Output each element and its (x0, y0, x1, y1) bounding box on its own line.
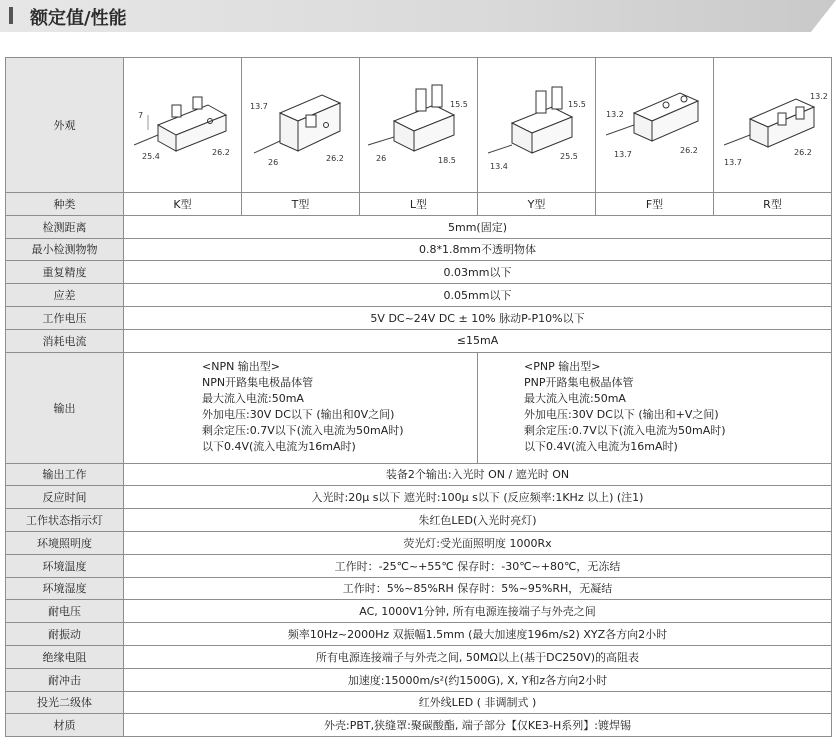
withstand-voltage-row (6, 600, 832, 623)
shock-label: 耐冲击 (6, 668, 124, 691)
material-row (6, 714, 832, 737)
f-type-drawing (596, 58, 714, 193)
pnp-line: 外加电压:30V DC以下 (输出和+V之间) (524, 407, 719, 421)
type-t: T型 (242, 193, 360, 216)
svg-text:25.4: 25.4 (141, 152, 160, 161)
voltage-value: 5V DC~24V DC ± 10% 脉动P-P10%以下 (124, 306, 832, 329)
appearance-label: 外观 (6, 58, 124, 193)
hysteresis-label: 应差 (6, 284, 124, 307)
npn-line: 剩余定压:0.7V以下(流入电流为50mA时) (202, 423, 404, 437)
pnp-line: PNP开路集电极晶体管 (524, 375, 634, 389)
pnp-line: 剩余定压:0.7V以下(流入电流为50mA时) (524, 423, 726, 437)
npn-line: 最大流入电流:50mA (202, 391, 304, 405)
npn-output-cell (124, 352, 478, 463)
svg-text:13.7: 13.7 (723, 158, 742, 167)
pnp-line: 以下0.4V(流入电流为16mA时) (524, 439, 678, 453)
ambient-light-row (6, 531, 832, 554)
response-row (6, 486, 832, 509)
vibration-row (6, 623, 832, 646)
l-type-drawing (360, 58, 478, 193)
repeat-label: 重复精度 (6, 261, 124, 284)
types-row (6, 193, 832, 216)
hysteresis-value: 0.05mm以下 (124, 284, 832, 307)
svg-text:26: 26 (375, 154, 386, 163)
r-type-drawing (714, 58, 832, 193)
type-r: R型 (714, 193, 832, 216)
humidity-label: 环境湿度 (6, 577, 124, 600)
humidity-row (6, 577, 832, 600)
temperature-label: 环境温度 (6, 554, 124, 577)
type-k: K型 (124, 193, 242, 216)
npn-line: 以下0.4V(流入电流为16mA时) (202, 439, 356, 453)
svg-text:13.2: 13.2 (809, 92, 828, 101)
section-header-marker (9, 7, 13, 24)
indicator-value: 朱红色LED(入光时亮灯) (124, 509, 832, 532)
indicator-label: 工作状态指示灯 (6, 509, 124, 532)
npn-heading: <NPN 输出型> (202, 359, 281, 373)
output-row (6, 352, 832, 463)
shock-value: 加速度:15000m/s²(约1500G), X, Y和z各方向2小时 (124, 668, 832, 691)
vibration-label: 耐振动 (6, 623, 124, 646)
voltage-label: 工作电压 (6, 306, 124, 329)
ambient-light-value: 荧光灯:受光面照明度 1000Rx (124, 531, 832, 554)
svg-text:26.2: 26.2 (679, 146, 698, 155)
output-mode-row (6, 463, 832, 486)
min-object-row (6, 238, 832, 261)
type-f: F型 (596, 193, 714, 216)
emitter-value: 红外线LED ( 非调制式 ) (124, 691, 832, 714)
ambient-light-label: 环境照明度 (6, 531, 124, 554)
humidity-value: 工作时：5%~85%RH 保存时：5%~95%RH，无凝结 (124, 577, 832, 600)
material-label: 材质 (6, 714, 124, 737)
svg-text:15.5: 15.5 (567, 100, 586, 109)
output-mode-value: 装备2个输出:入光时 ON / 遮光时 ON (124, 463, 832, 486)
hysteresis-row (6, 284, 832, 307)
npn-line: 外加电压:30V DC以下 (输出和0V之间) (202, 407, 395, 421)
indicator-row (6, 509, 832, 532)
current-value: ≤15mA (124, 329, 832, 352)
withstand-voltage-label: 耐电压 (6, 600, 124, 623)
current-label: 消耗电流 (6, 329, 124, 352)
material-value: 外壳:PBT,狭缝罩:聚碳酸酯, 端子部分【仅KE3-H系列】:镀焊锡 (124, 714, 832, 737)
output-mode-label: 输出工作 (6, 463, 124, 486)
min-object-label: 最小检测物物 (6, 238, 124, 261)
response-label: 反应时间 (6, 486, 124, 509)
pnp-line: 最大流入电流:50mA (524, 391, 626, 405)
insulation-row (6, 645, 832, 668)
min-object-value: 0.8*1.8mm不透明物体 (124, 238, 832, 261)
y-type-drawing (478, 58, 596, 193)
type-y: Y型 (478, 193, 596, 216)
temperature-value: 工作时：-25℃~+55℃ 保存时：-30℃~+80℃，无冻结 (124, 554, 832, 577)
appearance-row (6, 58, 832, 193)
distance-label: 检测距离 (6, 215, 124, 238)
k-type-drawing (124, 58, 242, 193)
svg-text:13.2: 13.2 (605, 110, 624, 119)
temperature-row (6, 554, 832, 577)
insulation-value: 所有电源连接端子与外壳之间, 50MΩ以上(基于DC250V)的高阻表 (124, 645, 832, 668)
npn-line: NPN开路集电极晶体管 (202, 375, 314, 389)
types-label: 种类 (6, 193, 124, 216)
pnp-heading: <PNP 输出型> (524, 359, 601, 373)
svg-text:15.5: 15.5 (449, 100, 468, 109)
svg-text:13.7: 13.7 (613, 150, 632, 159)
type-l: L型 (360, 193, 478, 216)
svg-text:26: 26 (267, 158, 278, 167)
svg-text:26.2: 26.2 (793, 148, 812, 157)
svg-text:18.5: 18.5 (437, 156, 456, 165)
withstand-voltage-value: AC, 1000V1分钟, 所有电源连接端子与外壳之间 (124, 600, 832, 623)
repeat-row (6, 261, 832, 284)
distance-row (6, 215, 832, 238)
svg-text:13.4: 13.4 (489, 162, 508, 171)
voltage-row (6, 306, 832, 329)
svg-text:7: 7 (137, 111, 143, 120)
output-label: 输出 (6, 352, 124, 463)
svg-text:26.2: 26.2 (211, 148, 230, 157)
emitter-label: 投光二级体 (6, 691, 124, 714)
current-row (6, 329, 832, 352)
svg-text:26.2: 26.2 (325, 154, 344, 163)
section-title: 额定值/性能 (30, 8, 127, 29)
response-value: 入光时:20μ s以下 遮光时:100μ s以下 (反应频率:1KHz 以上) (注1) (124, 486, 832, 509)
repeat-value: 0.03mm以下 (124, 261, 832, 284)
svg-text:13.7: 13.7 (249, 102, 268, 111)
svg-text:25.5: 25.5 (559, 152, 578, 161)
spec-table (5, 57, 832, 737)
emitter-row (6, 691, 832, 714)
pnp-output-cell (478, 352, 832, 463)
t-type-drawing (242, 58, 360, 193)
distance-value: 5mm(固定) (124, 215, 832, 238)
vibration-value: 频率10Hz~2000Hz 双振幅1.5mm (最大加速度196m/s2) XYZ各方向2小时 (124, 623, 832, 646)
insulation-label: 绝缘电阻 (6, 645, 124, 668)
shock-row (6, 668, 832, 691)
